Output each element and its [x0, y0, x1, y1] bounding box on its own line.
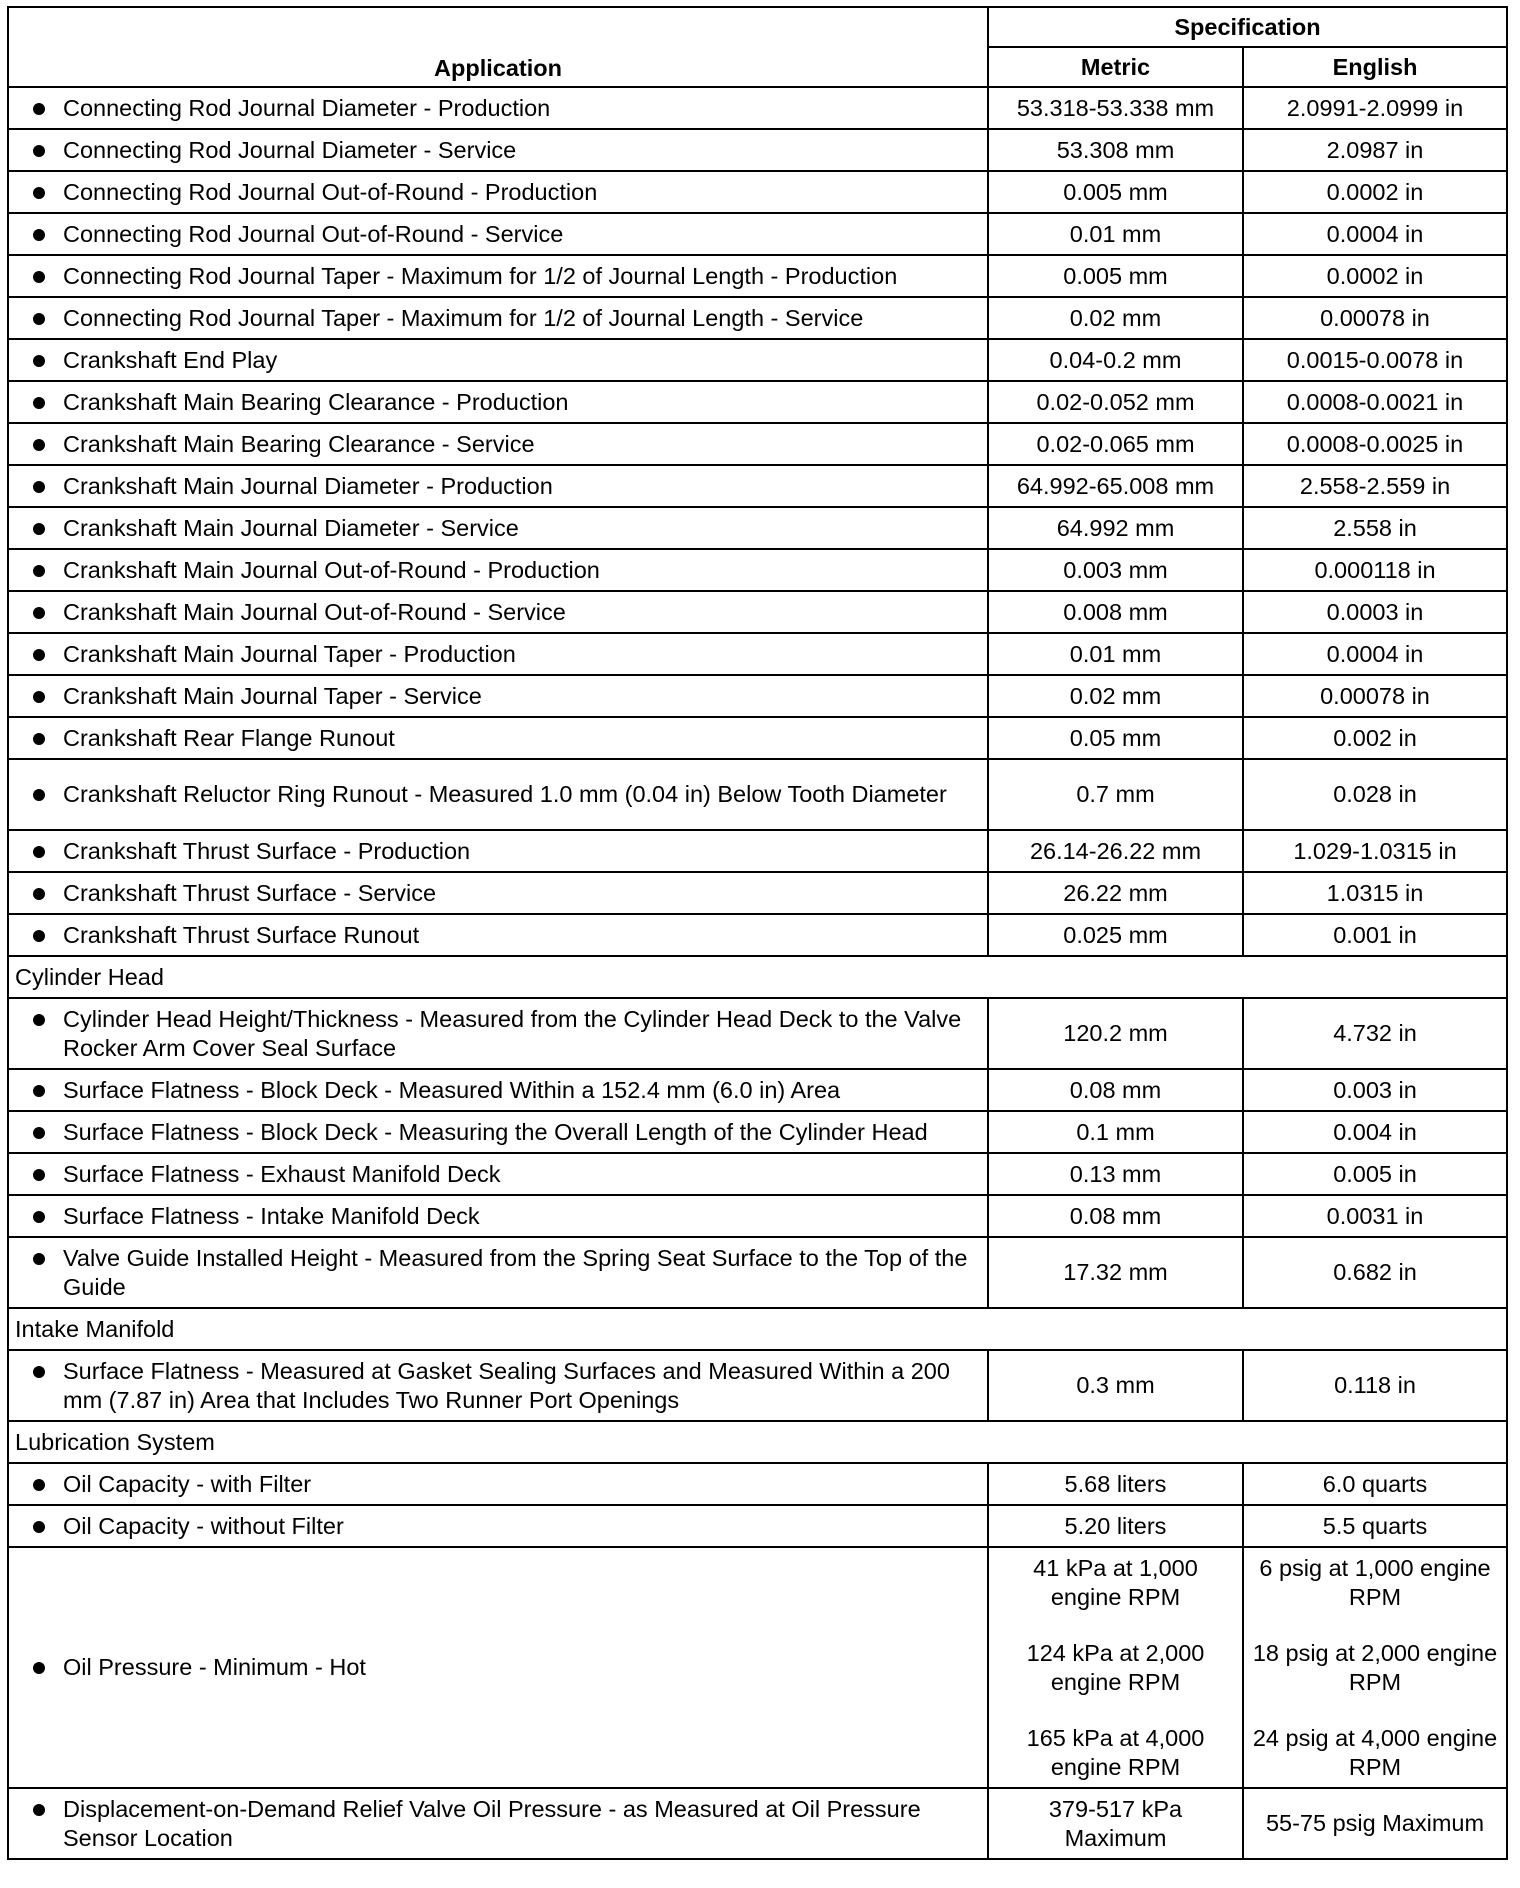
application-cell	[8, 1463, 988, 1505]
application-cell	[8, 717, 988, 759]
table-row	[8, 1505, 1507, 1547]
english-value: 2.558-2.559 in	[1243, 465, 1507, 507]
table-row	[8, 129, 1507, 171]
english-value: 0.0004 in	[1243, 633, 1507, 675]
application-cell	[8, 255, 988, 297]
specification-table	[7, 6, 1508, 1860]
table-row	[8, 1195, 1507, 1237]
metric-value: 5.68 liters	[988, 1463, 1243, 1505]
table-row	[8, 297, 1507, 339]
english-value: 4.732 in	[1243, 998, 1507, 1069]
application-cell	[8, 87, 988, 129]
application-header: Application	[8, 7, 988, 87]
table-row	[8, 759, 1507, 830]
bullet-icon	[33, 313, 45, 325]
metric-value: 26.14-26.22 mm	[988, 830, 1243, 872]
application-cell	[8, 213, 988, 255]
application-text: Oil Capacity - with Filter	[63, 1470, 312, 1497]
table-row	[8, 213, 1507, 255]
application-text: Crankshaft Thrust Surface Runout	[63, 921, 420, 948]
application-text: Connecting Rod Journal Taper - Maximum for 1/2 of Journal Length - Service	[63, 304, 864, 331]
metric-value: 0.01 mm	[988, 633, 1243, 675]
bullet-item	[15, 430, 981, 459]
bullet-icon	[33, 789, 45, 801]
application-cell	[8, 1111, 988, 1153]
english-value: 0.682 in	[1243, 1237, 1507, 1308]
english-value: 0.0003 in	[1243, 591, 1507, 633]
bullet-item	[15, 94, 981, 123]
bullet-icon	[33, 103, 45, 115]
bullet-icon	[33, 607, 45, 619]
bullet-icon	[33, 1085, 45, 1097]
table-row	[8, 423, 1507, 465]
application-text: Crankshaft End Play	[63, 346, 278, 373]
section-title: Intake Manifold	[8, 1308, 1507, 1350]
bullet-item	[15, 304, 981, 333]
bullet-item	[15, 921, 981, 950]
metric-value: 53.308 mm	[988, 129, 1243, 171]
metric-value: 0.01 mm	[988, 213, 1243, 255]
metric-value: 0.005 mm	[988, 171, 1243, 213]
application-cell	[8, 633, 988, 675]
metric-value: 64.992-65.008 mm	[988, 465, 1243, 507]
bullet-icon	[33, 888, 45, 900]
table-row	[8, 381, 1507, 423]
application-cell	[8, 1350, 988, 1421]
bullet-item	[15, 837, 981, 866]
bullet-icon	[33, 846, 45, 858]
bullet-item	[15, 1357, 981, 1415]
application-text: Crankshaft Main Bearing Clearance - Service	[63, 430, 535, 457]
metric-value: 5.20 liters	[988, 1505, 1243, 1547]
metric-value: 0.008 mm	[988, 591, 1243, 633]
metric-value: 0.13 mm	[988, 1153, 1243, 1195]
english-value: 0.003 in	[1243, 1069, 1507, 1111]
english-value: 2.558 in	[1243, 507, 1507, 549]
english-value: 0.005 in	[1243, 1153, 1507, 1195]
application-cell	[8, 339, 988, 381]
english-value: 0.0004 in	[1243, 213, 1507, 255]
metric-value: 0.08 mm	[988, 1195, 1243, 1237]
application-text: Cylinder Head Height/Thickness - Measured from the Cylinder Head Deck to the Valve Rocker Arm Cover Seal Surface	[63, 1005, 962, 1061]
application-cell	[8, 1153, 988, 1195]
application-text: Displacement-on-Demand Relief Valve Oil Pressure - as Measured at Oil Pressure Sensor Location	[63, 1795, 921, 1851]
bullet-icon	[33, 229, 45, 241]
bullet-item	[15, 346, 981, 375]
english-value: 0.118 in	[1243, 1350, 1507, 1421]
application-text: Surface Flatness - Intake Manifold Deck	[63, 1202, 480, 1229]
table-row	[8, 171, 1507, 213]
metric-value: 0.02-0.052 mm	[988, 381, 1243, 423]
application-cell	[8, 1069, 988, 1111]
table-row	[8, 830, 1507, 872]
application-text: Oil Capacity - without Filter	[63, 1512, 344, 1539]
metric-value-line: 165 kPa at 4,000 engine RPM	[1026, 1724, 1205, 1780]
english-value: 0.001 in	[1243, 914, 1507, 956]
bullet-item	[15, 682, 981, 711]
english-value: 1.0315 in	[1243, 872, 1507, 914]
bullet-item	[15, 1202, 981, 1231]
table-row	[8, 633, 1507, 675]
english-value: 0.028 in	[1243, 759, 1507, 830]
metric-value: 0.08 mm	[988, 1069, 1243, 1111]
section-cylinder-head	[8, 956, 1507, 998]
english-value: 1.029-1.0315 in	[1243, 830, 1507, 872]
bullet-icon	[33, 1521, 45, 1533]
english-value: 6.0 quarts	[1243, 1463, 1507, 1505]
metric-value: 379-517 kPa Maximum	[988, 1788, 1243, 1859]
application-text: Surface Flatness - Block Deck - Measuring the Overall Length of the Cylinder Head	[63, 1118, 928, 1145]
application-text: Crankshaft Main Journal Diameter - Production	[63, 472, 553, 499]
application-text: Oil Pressure - Minimum - Hot	[63, 1654, 366, 1680]
table-row-oil-pressure	[8, 1547, 1507, 1788]
metric-value: 0.025 mm	[988, 914, 1243, 956]
english-value: 0.0015-0.0078 in	[1243, 339, 1507, 381]
bullet-item	[15, 1512, 981, 1541]
bullet-item	[15, 1470, 981, 1499]
english-value: 5.5 quarts	[1243, 1505, 1507, 1547]
bullet-item	[15, 220, 981, 249]
table-row	[8, 507, 1507, 549]
english-value	[1243, 1547, 1507, 1788]
bullet-icon	[33, 1014, 45, 1026]
english-value: 0.00078 in	[1243, 675, 1507, 717]
application-text: Valve Guide Installed Height - Measured from the Spring Seat Surface to the Top of the Guide	[63, 1244, 968, 1300]
english-value: 0.0008-0.0021 in	[1243, 381, 1507, 423]
table-row	[8, 1237, 1507, 1308]
metric-value: 0.3 mm	[988, 1350, 1243, 1421]
table-row	[8, 591, 1507, 633]
english-header: English	[1243, 47, 1507, 87]
bullet-item	[15, 598, 981, 627]
specification-header: Specification	[988, 7, 1507, 47]
section-lubrication-system	[8, 1421, 1507, 1463]
application-text: Connecting Rod Journal Diameter - Service	[63, 136, 517, 163]
application-cell	[8, 591, 988, 633]
bullet-item	[15, 556, 981, 585]
section-title: Cylinder Head	[8, 956, 1507, 998]
application-cell	[8, 171, 988, 213]
bullet-icon	[33, 565, 45, 577]
bullet-item	[15, 262, 981, 291]
application-text: Crankshaft Main Journal Taper - Service	[63, 682, 482, 709]
application-cell	[8, 507, 988, 549]
table-row	[8, 1463, 1507, 1505]
application-text: Crankshaft Thrust Surface - Service	[63, 879, 437, 906]
english-value-line: 18 psig at 2,000 engine RPM	[1252, 1639, 1498, 1695]
application-cell	[8, 759, 988, 830]
metric-value: 0.05 mm	[988, 717, 1243, 759]
bullet-item	[15, 178, 981, 207]
table-row	[8, 255, 1507, 297]
bullet-icon	[33, 1253, 45, 1265]
table-row	[8, 872, 1507, 914]
table-row	[8, 675, 1507, 717]
bullet-icon	[33, 691, 45, 703]
application-cell	[8, 914, 988, 956]
application-text: Connecting Rod Journal Diameter - Production	[63, 94, 551, 121]
bullet-icon	[33, 523, 45, 535]
table-row	[8, 549, 1507, 591]
table-row	[8, 1153, 1507, 1195]
application-text: Crankshaft Reluctor Ring Runout - Measured 1.0 mm (0.04 in) Below Tooth Diameter	[63, 781, 947, 807]
bullet-icon	[33, 481, 45, 493]
bullet-icon	[33, 145, 45, 157]
bullet-item	[15, 724, 981, 753]
metric-value: 120.2 mm	[988, 998, 1243, 1069]
bullet-icon	[33, 1479, 45, 1491]
application-text: Surface Flatness - Exhaust Manifold Deck	[63, 1160, 501, 1187]
application-cell	[8, 830, 988, 872]
bullet-item	[15, 514, 981, 543]
english-value: 2.0987 in	[1243, 129, 1507, 171]
english-value: 0.0002 in	[1243, 171, 1507, 213]
section-title: Lubrication System	[8, 1421, 1507, 1463]
metric-value: 64.992 mm	[988, 507, 1243, 549]
table-row	[8, 1350, 1507, 1421]
bullet-item	[15, 1795, 981, 1853]
metric-value-line: 124 kPa at 2,000 engine RPM	[1026, 1639, 1205, 1695]
table-row	[8, 914, 1507, 956]
section-intake-manifold	[8, 1308, 1507, 1350]
bullet-item	[15, 1118, 981, 1147]
bullet-item	[15, 1160, 981, 1189]
table-row	[8, 87, 1507, 129]
metric-value: 0.02 mm	[988, 297, 1243, 339]
metric-value: 0.003 mm	[988, 549, 1243, 591]
bullet-icon	[33, 1662, 45, 1674]
table-row	[8, 717, 1507, 759]
application-text: Crankshaft Main Journal Diameter - Service	[63, 514, 519, 541]
metric-value: 0.02-0.065 mm	[988, 423, 1243, 465]
application-text: Crankshaft Main Journal Out-of-Round - Service	[63, 598, 566, 625]
application-cell	[8, 1237, 988, 1308]
table-row	[8, 339, 1507, 381]
bullet-item	[15, 1076, 981, 1105]
metric-value: 0.1 mm	[988, 1111, 1243, 1153]
application-cell	[8, 465, 988, 507]
metric-value: 0.7 mm	[988, 759, 1243, 830]
bullet-item	[15, 780, 981, 809]
metric-value: 17.32 mm	[988, 1237, 1243, 1308]
bullet-item	[15, 472, 981, 501]
bullet-item	[15, 879, 981, 908]
application-text: Connecting Rod Journal Taper - Maximum for 1/2 of Journal Length - Production	[63, 262, 898, 289]
application-text: Surface Flatness - Block Deck - Measured Within a 152.4 mm (6.0 in) Area	[63, 1076, 841, 1103]
application-cell	[8, 549, 988, 591]
application-text: Connecting Rod Journal Out-of-Round - Production	[63, 178, 598, 205]
bullet-item	[15, 640, 981, 669]
bullet-icon	[33, 1366, 45, 1378]
metric-header: Metric	[988, 47, 1243, 87]
metric-value: 0.005 mm	[988, 255, 1243, 297]
metric-value-line: 41 kPa at 1,000 engine RPM	[1033, 1554, 1198, 1610]
application-cell	[8, 675, 988, 717]
application-text: Crankshaft Rear Flange Runout	[63, 724, 395, 751]
bullet-item	[15, 1653, 981, 1682]
bullet-icon	[33, 1169, 45, 1181]
english-value: 0.00078 in	[1243, 297, 1507, 339]
metric-value	[988, 1547, 1243, 1788]
bullet-icon	[33, 271, 45, 283]
english-value: 0.000118 in	[1243, 549, 1507, 591]
bullet-icon	[33, 733, 45, 745]
application-cell	[8, 1788, 988, 1859]
application-text: Crankshaft Main Bearing Clearance - Production	[63, 388, 569, 415]
bullet-item	[15, 136, 981, 165]
bullet-item	[15, 1005, 981, 1063]
application-text: Connecting Rod Journal Out-of-Round - Service	[63, 220, 564, 247]
metric-value: 53.318-53.338 mm	[988, 87, 1243, 129]
english-value: 0.0002 in	[1243, 255, 1507, 297]
table-row	[8, 1788, 1507, 1859]
application-cell	[8, 297, 988, 339]
bullet-icon	[33, 1127, 45, 1139]
bullet-icon	[33, 1211, 45, 1223]
bullet-icon	[33, 1804, 45, 1816]
application-cell	[8, 129, 988, 171]
english-value-line: 6 psig at 1,000 engine RPM	[1259, 1554, 1491, 1610]
bullet-icon	[33, 439, 45, 451]
metric-value: 26.22 mm	[988, 872, 1243, 914]
metric-value: 0.02 mm	[988, 675, 1243, 717]
english-value: 0.004 in	[1243, 1111, 1507, 1153]
english-value: 0.002 in	[1243, 717, 1507, 759]
english-value-line: 24 psig at 4,000 engine RPM	[1252, 1724, 1498, 1780]
english-value: 55-75 psig Maximum	[1243, 1788, 1507, 1859]
bullet-icon	[33, 930, 45, 942]
application-text: Surface Flatness - Measured at Gasket Sealing Surfaces and Measured Within a 200 mm (7.87 in) Area that Includes Two Runner Port Openings	[63, 1357, 950, 1413]
application-cell	[8, 998, 988, 1069]
bullet-icon	[33, 187, 45, 199]
application-cell	[8, 872, 988, 914]
application-cell	[8, 1505, 988, 1547]
application-cell	[8, 423, 988, 465]
application-cell	[8, 1547, 988, 1788]
table-row	[8, 998, 1507, 1069]
application-cell	[8, 381, 988, 423]
application-text: Crankshaft Main Journal Taper - Production	[63, 640, 516, 667]
table-row	[8, 1111, 1507, 1153]
bullet-icon	[33, 649, 45, 661]
metric-value: 0.04-0.2 mm	[988, 339, 1243, 381]
table-row	[8, 1069, 1507, 1111]
bullet-icon	[33, 397, 45, 409]
bullet-icon	[33, 355, 45, 367]
application-text: Crankshaft Main Journal Out-of-Round - Production	[63, 556, 600, 583]
bullet-item	[15, 1244, 981, 1302]
english-value: 0.0008-0.0025 in	[1243, 423, 1507, 465]
application-text: Crankshaft Thrust Surface - Production	[63, 837, 471, 864]
application-cell	[8, 1195, 988, 1237]
english-value: 0.0031 in	[1243, 1195, 1507, 1237]
english-value: 2.0991-2.0999 in	[1243, 87, 1507, 129]
table-row	[8, 465, 1507, 507]
bullet-item	[15, 388, 981, 417]
